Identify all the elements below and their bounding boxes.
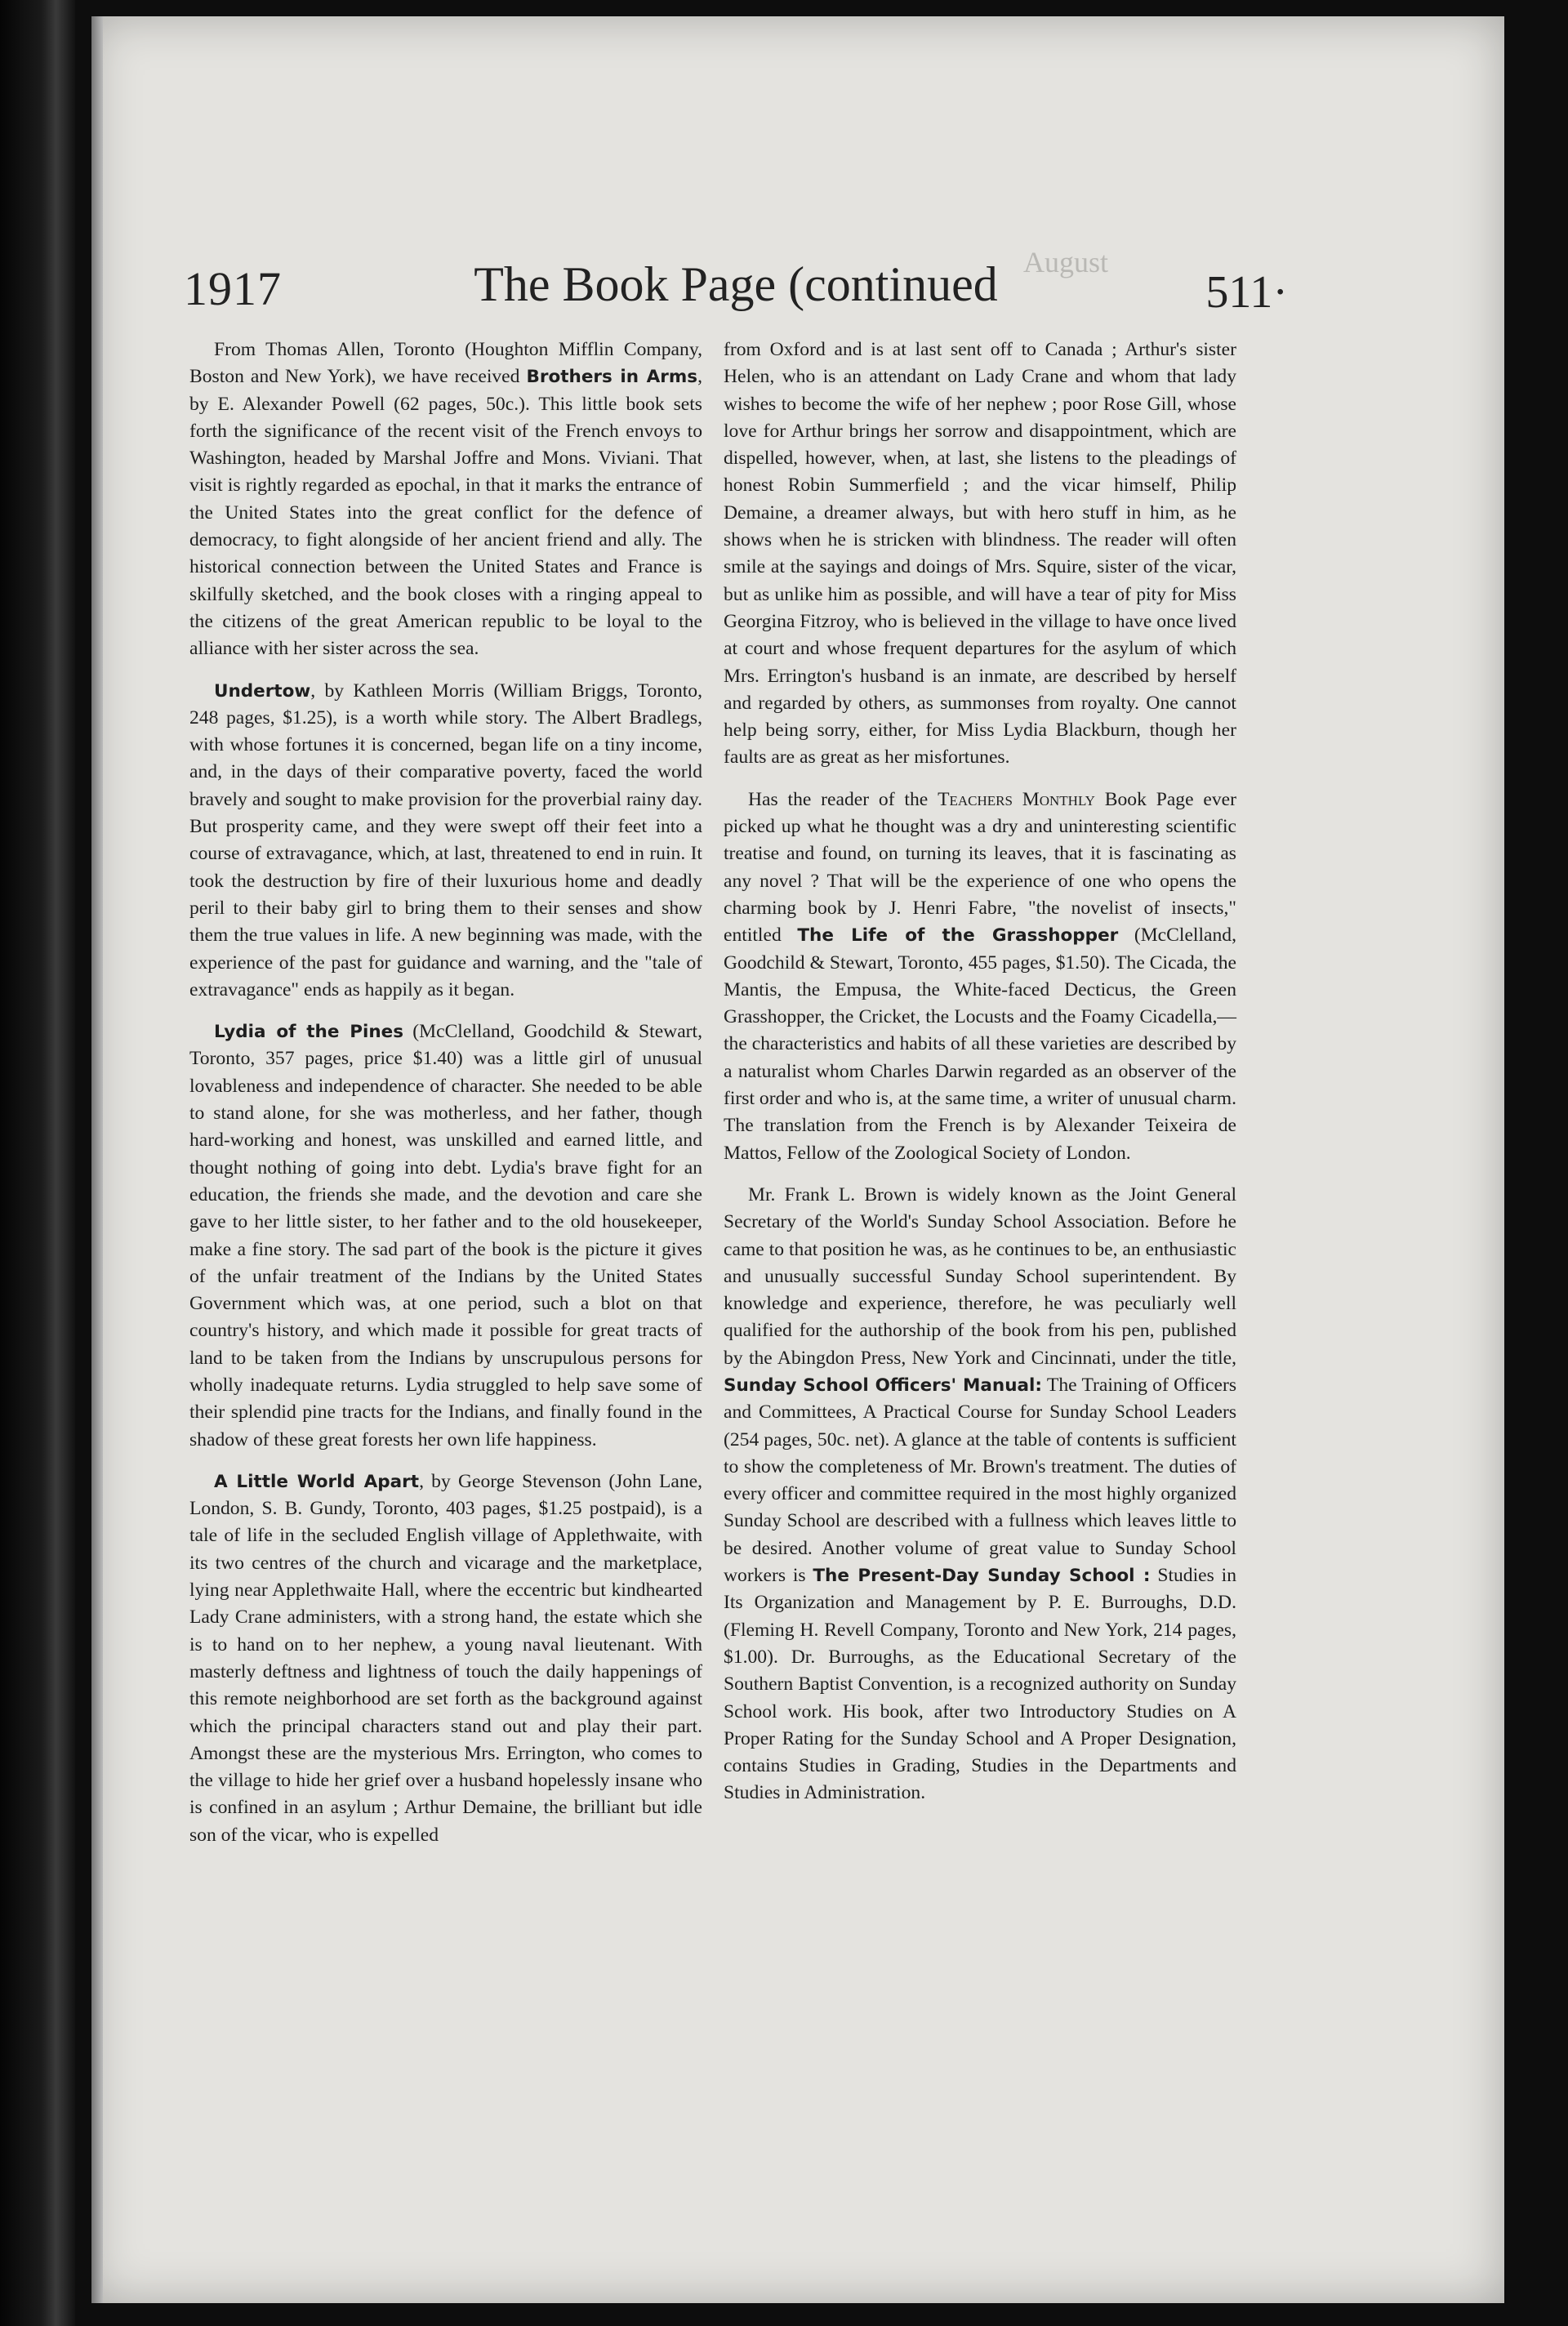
review-lydia-of-the-pines: Lydia of the Pines (McClelland, Goodchild & Stewart, Toronto, 357 pages, price $1.40) was a little girl of unusual lovableness and independence of character. She needed to be able to stand alone, for she was motherless, and her father, though hard-working and honest, was unskilled and earned little, and thought nothing of going into debt. Lydia's brave fight for an education, the friends she made, and the devotion and care she gave to her little sister, to her father and to the old housekeeper, make a fine story. The sad part of the book is the picture it gives of the unfair treatment of the Indians by the United States Government which was, at one period, such a blot on that country's history, and which made it possible for great tracts of land to be taken from the Indians by unscrupulous persons for wholly inadequate returns. Lydia struggled to help save some of their splendid pine tracts for the Indians, and finally found in the shadow of these great forests her own life happiness. [189, 1021, 702, 1450]
book-title: Undertow [214, 680, 311, 702]
review-sunday-school-books: Mr. Frank L. Brown is widely known as the Joint General Secretary of the World's Sunday School Association. Before he came to that position he was, as he continues to be, an enthusiastic and unusually successful Sunday School superintendent. By knowledge and experience, therefore, he was peculiarly well qualified for the authorship of the book from his pen, published by the Abingdon Press, New York and Cincinnati, under the title, Sunday School Officers' Manual: The Training of Officers and Committees, A Practical Course for Sunday School Leaders (254 pages, 50c. net). A glance at the table of contents is sufficient to show the completeness of Mr. Brown's treatment. The duties of every officer and committee required in the most highly organized Sunday School are described with a fullness which leaves little to be desired. Another volume of great value to Sunday School workers is The Present-Day Sunday School : Studies in Its Organization and Management by P. E. Burroughs, D.D. (Fleming H. Revell Company, Toronto and New York, 214 pages, $1.00). Dr. Burroughs, as the Educational Secretary of the Southern Baptist Convention, is a recognized authority on Sunday School work. His book, after two Introductory Studies on A Proper Rating for the Sunday School and A Proper Designation, contains Studies in Grading, Studies in the Departments and Studies in Administration. [724, 1183, 1236, 1804]
page-number: 511· [1205, 267, 1288, 318]
right-column [724, 336, 1236, 1822]
page-gutter-shadow [91, 16, 103, 2303]
book-title: The Present-Day Sunday School : [813, 1566, 1151, 1587]
left-column [189, 336, 702, 1864]
review-a-little-world-apart: A Little World Apart, by George Stevenson (John Lane, London, S. B. Gundy, Toronto, 403 pages, $1.25 postpaid), is a tale of life in the secluded English village of Applethwaite, with its two centres of the church and vicarage and the marketplace, lying near Applethwaite Hall, where the eccentric but kindhearted Lady Crane administers, with a strong hand, the estate which she is to hand on to her nephew, a young naval lieutenant. With masterly deftness and lightness of touch the daily happenings of this remote neighborhood are set forth as the background against which the principal characters stand out and play their part. Amongst these are the mysterious Mrs. Errington, who comes to the village to hide her grief over a husband hopelessly insane who is confined in an asylum ; Arthur Demaine, the brilliant but idle son of the vicar, who is expelled [189, 1470, 702, 1846]
book-title: The Life of the Grasshopper [797, 925, 1119, 947]
bleed-through-text: August [1022, 246, 1108, 278]
book-title: A Little World Apart [214, 1471, 420, 1492]
magazine-name: Teachers Monthly [938, 788, 1095, 810]
header-year: 1917 [184, 262, 282, 315]
running-header [184, 245, 1288, 319]
book-title: Brothers in Arms [526, 367, 698, 388]
book-title: Sunday School Officers' Manual: [724, 1375, 1043, 1396]
review-continuation: from Oxford and is at last sent off to Canada ; Arthur's sister Helen, who is an attendant on Lady Crane and whom that lady wishes to become the wife of her nephew ; poor Rose Gill, whose love for Arthur brings her sorrow and disappointment, which are dispelled, however, when, at last, she listens to the pleadings of honest Robin Summerfield ; and the vicar himself, Philip Demaine, a dreamer always, but with hero stuff in him, as he shows when he is stricken with blindness. The reader will often smile at the sayings and doings of Mrs. Squire, sister of the vicar, but as unlike him as possible, and will have a tear of pity for Miss Georgina Fitzroy, who is believed in the village to have once lived at court and whose frequent departures for the asylum of which Mrs. Errington's husband is an inmate, are described by herself and regarded by others, as summonses from royalty. One cannot help being sorry, either, for Miss Lydia Blackburn, though her faults are as great as her misfortunes. [724, 339, 1236, 769]
review-undertow: Undertow, by Kathleen Morris (William Briggs, Toronto, 248 pages, $1.25), is a worth while story. The Albert Bradlegs, with whose fortunes it is concerned, began life on a tiny income, and, in the days of their comparative poverty, faced the world bravely and sought to make provision for the proverbial rainy day. But prosperity came, and they were swept off their feet into a course of extravagance, which, at last, threatened to end in ruin. It took the destruction by fire of their luxurious home and deadly peril to their baby girl to bring them to their senses and show them the true values in life. A new beginning was made, with the experience of the past for guidance and warning, and the "tale of extravagance" ends as happily as it began. [189, 680, 702, 1000]
review-life-of-the-grasshopper: Has the reader of the Teachers Monthly Book Page ever picked up what he thought was a dry and uninteresting scientific treatise and found, on turning its leaves, that it is fascinating as any novel ? That will be the experience of one who opens the charming book by J. Henri Fabre, "the novelist of insects," entitled The Life of the Grasshopper (McClelland, Goodchild & Stewart, Toronto, 455 pages, $1.50). The Cicada, the Mantis, the Empusa, the White-faced Decticus, the Green Grasshopper, the Cricket, the Locusts and the Foamy Cicadella,—the characteristics and habits of all these varieties are described by a naturalist whom Charles Darwin regarded as an observer of the first order and who is, at the same time, a writer of unusual charm. The translation from the French is by Alexander Teixeira de Mattos, Fellow of the Zoological Society of London. [724, 788, 1236, 1164]
header-title: The Book Page (continued [474, 257, 998, 311]
book-title: Lydia of the Pines [214, 1022, 404, 1043]
scan-binding-edge [0, 0, 75, 2326]
review-brothers-in-arms: From Thomas Allen, Toronto (Houghton Mifflin Company, Boston and New York), we have received Brothers in Arms, by E. Alexander Powell (62 pages, 50c.). This little book sets forth the significance of the recent visit of the French envoys to Washington, headed by Marshal Joffre and Mons. Viviani. That visit is rightly regarded as epochal, in that it marks the entrance of the United States into the great conflict for the defence of democracy, to fight alongside of her ancient friend and ally. The historical connection between the United States and France is skilfully sketched, and the book closes with a ringing appeal to the citizens of the great American republic to be loyal to the alliance with her sister across the sea. [189, 339, 703, 660]
